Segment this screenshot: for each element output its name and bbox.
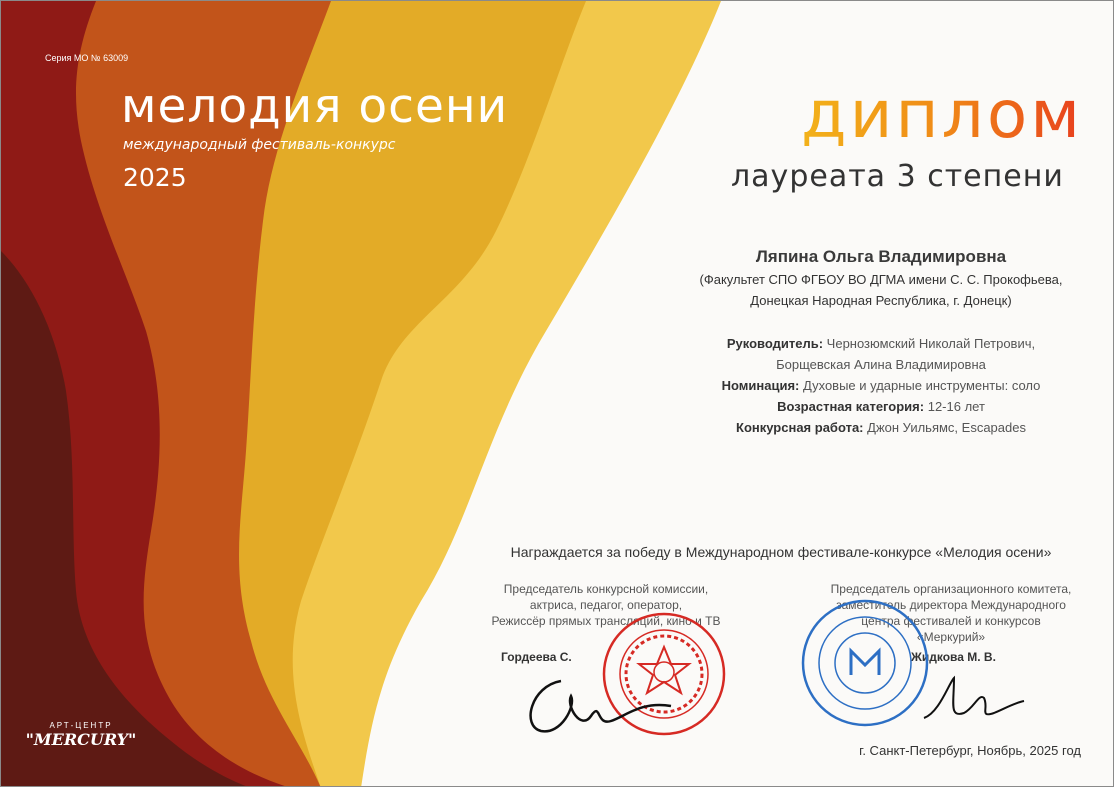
festival-title: мелодия осени bbox=[121, 79, 509, 134]
logo-name: "MERCURY" bbox=[25, 730, 137, 749]
nomination-value: Духовые и ударные инструменты: соло bbox=[803, 378, 1041, 393]
work-value: Джон Уильямс, Escapades bbox=[867, 420, 1026, 435]
leader-value: Чернозюмский Николай Петрович, bbox=[826, 336, 1036, 351]
work-row bbox=[691, 417, 1071, 438]
series-number: Серия МО № 63009 bbox=[45, 53, 129, 63]
organizer-title-line: заместитель директора Международного bbox=[836, 598, 1066, 612]
work-label: Конкурсная работа: bbox=[736, 420, 864, 435]
age-label: Возрастная категория: bbox=[777, 399, 925, 414]
leader-row-2: Борщевская Алина Владимировна bbox=[776, 357, 986, 372]
org-line: Донецкая Народная Республика, г. Донецк) bbox=[750, 293, 1012, 308]
diploma-title: диплом bbox=[801, 76, 1084, 153]
age-row bbox=[691, 396, 1071, 417]
leader-label: Руководитель: bbox=[726, 336, 824, 351]
chair-title-line: Режиссёр прямых трансляций, кино и ТВ bbox=[491, 614, 721, 628]
festival-subtitle: международный фестиваль-конкурс bbox=[123, 137, 396, 153]
diploma-details bbox=[691, 333, 1071, 438]
recipient-organization bbox=[691, 269, 1071, 311]
recipient-name: Ляпина Ольга Владимировна bbox=[755, 247, 1007, 266]
logo-top-text: АРТ-ЦЕНТР bbox=[49, 721, 113, 730]
award-text: Награждается за победу в Международном фестивале-конкурсе «Мелодия осени» bbox=[510, 544, 1052, 560]
chair-title-line: Председатель конкурсной комиссии, bbox=[503, 582, 709, 596]
diploma-degree: лауреата 3 степени bbox=[731, 159, 1064, 194]
nomination-row bbox=[691, 375, 1071, 396]
blue-stamp-icon bbox=[799, 597, 931, 729]
nomination-label: Номинация: bbox=[721, 378, 800, 393]
age-value: 12-16 лет bbox=[927, 399, 985, 414]
festival-year: 2025 bbox=[123, 163, 187, 192]
chair-title-line: актриса, педагог, оператор, bbox=[529, 598, 683, 612]
chair-name: Гордеева С. bbox=[501, 650, 572, 664]
organizer-title-line: «Меркурий» bbox=[916, 630, 986, 644]
organizer-name: Жидкова М. В. bbox=[911, 650, 996, 664]
organizer-title-line: Председатель организационного комитета, bbox=[830, 582, 1072, 596]
organizer-title-line: центра фестивалей и конкурсов bbox=[861, 614, 1041, 628]
art-center-logo bbox=[21, 721, 141, 749]
chair-handwritten-signature bbox=[521, 661, 691, 746]
leader-row bbox=[691, 333, 1071, 354]
organizer-handwritten-signature bbox=[919, 673, 1029, 733]
org-line: (Факультет СПО ФГБОУ ВО ДГМА имени С. С. Прокофьева, bbox=[699, 272, 1063, 287]
city-date: г. Санкт-Петербург, Ноябрь, 2025 год bbox=[859, 743, 1081, 758]
